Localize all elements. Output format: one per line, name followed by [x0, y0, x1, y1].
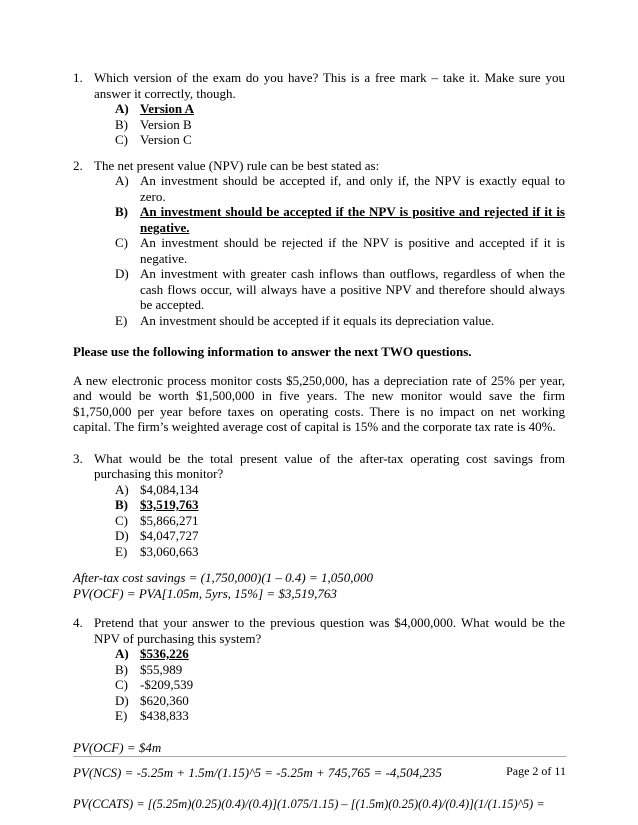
- option-letter: D): [115, 528, 129, 543]
- option-letter: A): [115, 173, 129, 188]
- problem-description: A new electronic process monitor costs $5,250,000, has a depreciation rate of 25% per year, and would be worth $1,500,000 in five years. The new monitor would save the firm $1,750,000 per year before taxes on operating costs. There is no impact on net working capital. The firm’s weighted average cost of capital is 15% and the corporate tax rate is 40%.: [73, 372, 565, 434]
- option-letter: C): [115, 677, 128, 692]
- options-list: [115, 101, 565, 148]
- question-number: 3.: [73, 450, 83, 466]
- option-text-correct: An investment should be accepted if the NPV is positive and rejected if it is negative.: [140, 204, 565, 235]
- option-a: [115, 646, 565, 662]
- solution-q3: [73, 570, 565, 601]
- option-letter: A): [115, 646, 129, 661]
- option-text: Version C: [140, 132, 192, 147]
- solution-line: PV(NCS) = -5.25m + 1.5m/(1.15)^5 = -5.25m + 745,765 = -4,504,235: [73, 765, 442, 780]
- options-list: [115, 173, 565, 328]
- option-e: [115, 313, 565, 329]
- option-a: [115, 173, 565, 204]
- question-number: 2.: [73, 157, 83, 173]
- option-b: [115, 204, 565, 235]
- option-letter: A): [115, 101, 129, 116]
- page-number: Page 2 of 11: [506, 764, 566, 778]
- option-b: [115, 117, 565, 133]
- option-d: [115, 266, 565, 313]
- option-letter: B): [115, 661, 128, 677]
- option-text: An investment should be accepted if it equals its depreciation value.: [140, 312, 495, 328]
- option-d: [115, 528, 565, 544]
- option-letter: D): [115, 266, 129, 281]
- option-letter: E): [115, 708, 128, 723]
- option-b: [115, 662, 565, 678]
- option-a: [115, 101, 565, 117]
- options-list: [115, 482, 565, 560]
- option-text: An investment with greater cash inflows than outflows, regardless of when the cash flows occur, will always have a positive NPV and therefore should always be accepted.: [140, 266, 565, 312]
- option-letter: C): [115, 235, 128, 250]
- options-list: [115, 646, 565, 724]
- option-text: An investment should be rejected if the NPV is positive and accepted if it is negative.: [140, 235, 565, 266]
- option-letter: C): [115, 132, 128, 147]
- question-3: [73, 451, 565, 560]
- question-1: [73, 70, 565, 148]
- option-text: $438,833: [140, 708, 189, 723]
- option-text: $5,866,271: [140, 512, 199, 528]
- question-4: [73, 615, 565, 724]
- question-text: Pretend that your answer to the previous question was $4,000,000. What would be the NPV of purchasing this system?: [94, 615, 565, 646]
- question-number: 1.: [73, 70, 83, 85]
- option-letter: B): [115, 204, 128, 219]
- option-text: $620,360: [140, 692, 189, 708]
- option-e: [115, 708, 565, 724]
- question-2: [73, 158, 565, 329]
- solution-line: PV(OCF) = $4m: [73, 739, 162, 755]
- option-letter: D): [115, 692, 129, 708]
- option-text: -$209,539: [140, 677, 194, 692]
- option-text: $55,989: [140, 661, 183, 677]
- option-text: $4,047,727: [140, 528, 199, 543]
- option-letter: B): [115, 497, 128, 512]
- option-a: [115, 482, 565, 498]
- option-d: [115, 693, 565, 709]
- option-letter: A): [115, 481, 129, 497]
- option-c: [115, 513, 565, 529]
- option-letter: C): [115, 512, 128, 528]
- option-text-correct: $536,226: [140, 646, 189, 661]
- question-number: 4.: [73, 615, 83, 630]
- question-text: Which version of the exam do you have? This is a free mark – take it. Make sure you answer it correctly, though.: [94, 70, 565, 101]
- option-c: [115, 132, 565, 148]
- option-text: Version B: [140, 116, 192, 132]
- option-letter: B): [115, 116, 128, 132]
- option-e: [115, 544, 565, 560]
- option-text: $3,060,663: [140, 543, 199, 559]
- option-text: $4,084,134: [140, 481, 199, 497]
- option-text: An investment should be accepted if, and only if, the NPV is exactly equal to zero.: [140, 173, 565, 204]
- option-c: [115, 235, 565, 266]
- option-text-correct: $3,519,763: [140, 497, 199, 512]
- option-letter: E): [115, 543, 128, 559]
- instructions-heading: Please use the following information to answer the next TWO questions.: [73, 344, 472, 359]
- question-text: What would be the total present value of the after-tax operating cost savings from purchasing this monitor?: [94, 450, 565, 481]
- solution-line: After-tax cost savings = (1,750,000)(1 – 0.4) = 1,050,000: [73, 570, 373, 585]
- question-text: The net present value (NPV) rule can be best stated as:: [94, 157, 380, 173]
- option-text-correct: Version A: [140, 101, 195, 116]
- solution-line: PV(OCF) = PVA[1.05m, 5yrs, 15%] = $3,519,763: [73, 585, 337, 601]
- option-c: [115, 677, 565, 693]
- option-letter: E): [115, 312, 128, 328]
- solution-line: PV(CCATS) = [(5.25m)(0.25)(0.4)/(0.4)](1.075/1.15) – [(1.5m)(0.25)(0.4)/(0.4)](1/(1.15)^5) =: [73, 796, 545, 811]
- option-b: [115, 497, 565, 513]
- page-footer: [73, 756, 566, 780]
